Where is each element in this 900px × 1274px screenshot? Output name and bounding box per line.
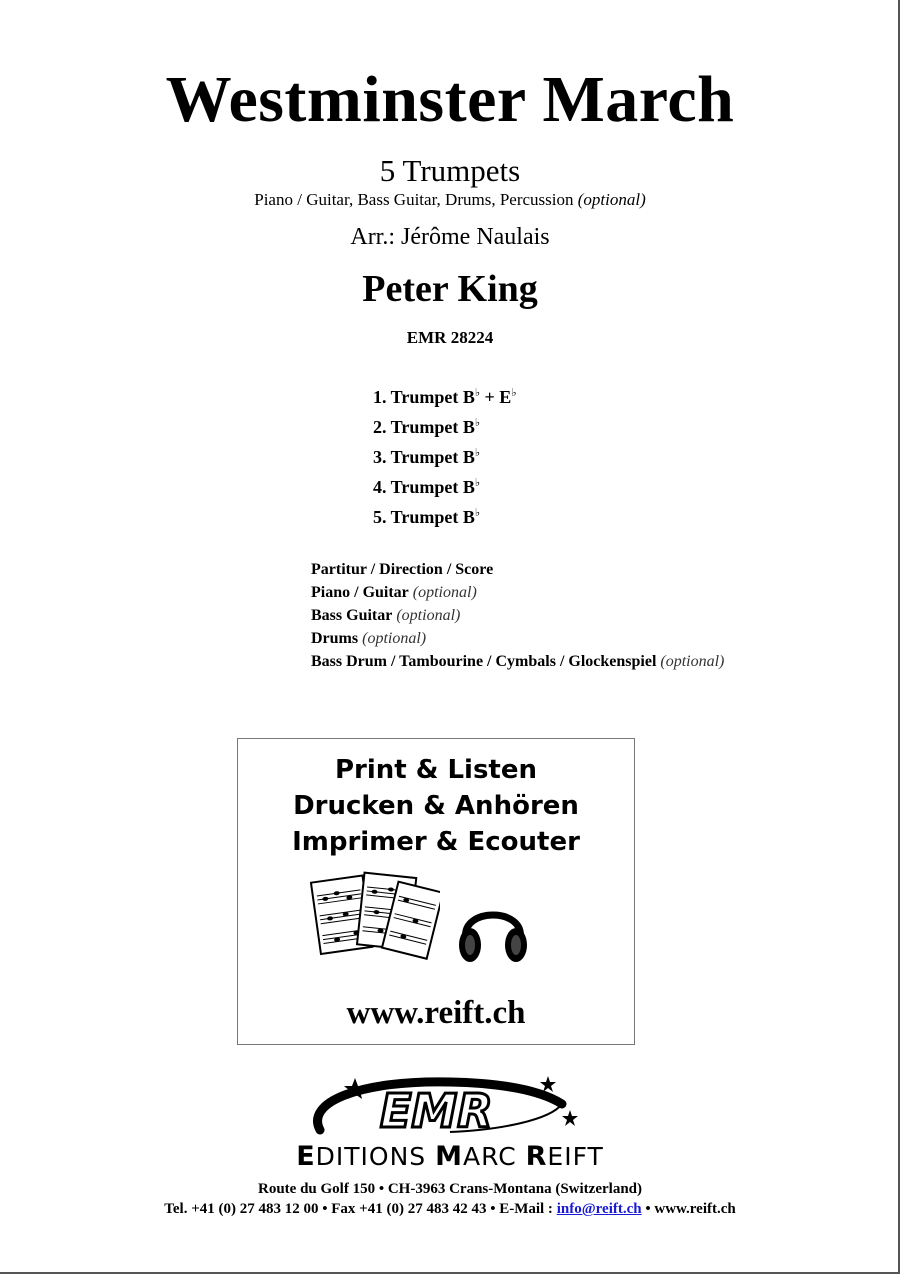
part-item xyxy=(373,468,517,498)
extra-optional: (optional) xyxy=(396,607,461,624)
email-link[interactable]: info@reift.ch xyxy=(556,1201,642,1217)
part-label: 4. Trumpet B xyxy=(373,477,475,497)
extra-label: Drums xyxy=(311,630,359,647)
headphones-icon xyxy=(456,887,530,967)
parts-list xyxy=(373,378,517,528)
extra-item xyxy=(311,604,724,627)
extra-optional: (optional) xyxy=(362,630,427,647)
publisher-initial: M xyxy=(435,1141,463,1172)
print-listen-box xyxy=(237,738,635,1045)
part-item xyxy=(373,378,517,408)
part-item xyxy=(373,408,517,438)
extras-list xyxy=(311,558,724,673)
logo-text: EMR xyxy=(380,1084,493,1138)
publisher-address: Route du Golf 150 • CH-3963 Crans-Montana (Switzerland) xyxy=(258,1181,642,1197)
star-icon xyxy=(562,1110,578,1126)
extra-optional: (optional) xyxy=(412,584,477,601)
publisher-contact xyxy=(0,1201,900,1218)
part-label: 3. Trumpet B xyxy=(373,447,475,467)
part-extra: + E xyxy=(480,387,512,407)
part-label: 2. Trumpet B xyxy=(373,417,475,437)
promo-line-english: Print & Listen xyxy=(334,755,538,785)
contact-website: • www.reift.ch xyxy=(641,1201,736,1217)
extra-label: Bass Drum / Tambourine / Cymbals / Glockenspiel xyxy=(311,653,657,670)
promo-line-german: Drucken & Anhören xyxy=(293,791,579,821)
part-item xyxy=(373,498,517,528)
instrumentation xyxy=(0,190,900,210)
flat-sign: ♭ xyxy=(474,477,481,489)
flat-sign: ♭ xyxy=(474,417,481,429)
publisher-name xyxy=(0,1141,900,1172)
contact-phone-fax: Tel. +41 (0) 27 483 12 00 • Fax +41 (0) 27 483 42 43 • E-Mail : xyxy=(164,1201,557,1217)
instrumentation-text: Piano / Guitar, Bass Guitar, Drums, Percussion xyxy=(254,190,574,209)
extra-item xyxy=(311,650,724,673)
extra-label: Piano / Guitar xyxy=(311,584,409,601)
extra-item xyxy=(311,558,724,581)
sheet-music-icon xyxy=(310,867,440,967)
flat-sign: ♭ xyxy=(474,507,481,519)
publisher-initial: E xyxy=(296,1141,316,1172)
publisher-word: EIFT xyxy=(547,1142,604,1171)
flat-sign: ♭ xyxy=(511,387,517,399)
flat-sign: ♭ xyxy=(474,387,481,399)
publisher-initial: R xyxy=(525,1141,548,1172)
star-icon xyxy=(540,1076,556,1092)
emr-logo xyxy=(300,1072,590,1142)
publisher-word: DITIONS xyxy=(315,1142,436,1171)
extra-item xyxy=(311,581,724,604)
subtitle: 5 Trumpets xyxy=(379,153,521,188)
promo-url[interactable]: www.reift.ch xyxy=(346,995,526,1031)
part-label: 1. Trumpet B xyxy=(373,387,475,407)
publisher-word: ARC xyxy=(462,1142,526,1171)
page-title: Westminster March xyxy=(165,63,735,136)
promo-line-french: Imprimer & Ecouter xyxy=(292,827,580,857)
extra-label: Bass Guitar xyxy=(311,607,393,624)
extra-item xyxy=(311,627,724,650)
catalog-number: EMR 28224 xyxy=(406,328,494,347)
part-label: 5. Trumpet B xyxy=(373,507,475,527)
arranger: Arr.: Jérôme Naulais xyxy=(350,224,550,250)
composer: Peter King xyxy=(362,268,538,310)
instrumentation-optional: (optional) xyxy=(577,190,646,209)
flat-sign: ♭ xyxy=(474,447,481,459)
part-item xyxy=(373,438,517,468)
extra-optional: (optional) xyxy=(660,653,725,670)
extra-label: Partitur / Direction / Score xyxy=(311,561,494,578)
